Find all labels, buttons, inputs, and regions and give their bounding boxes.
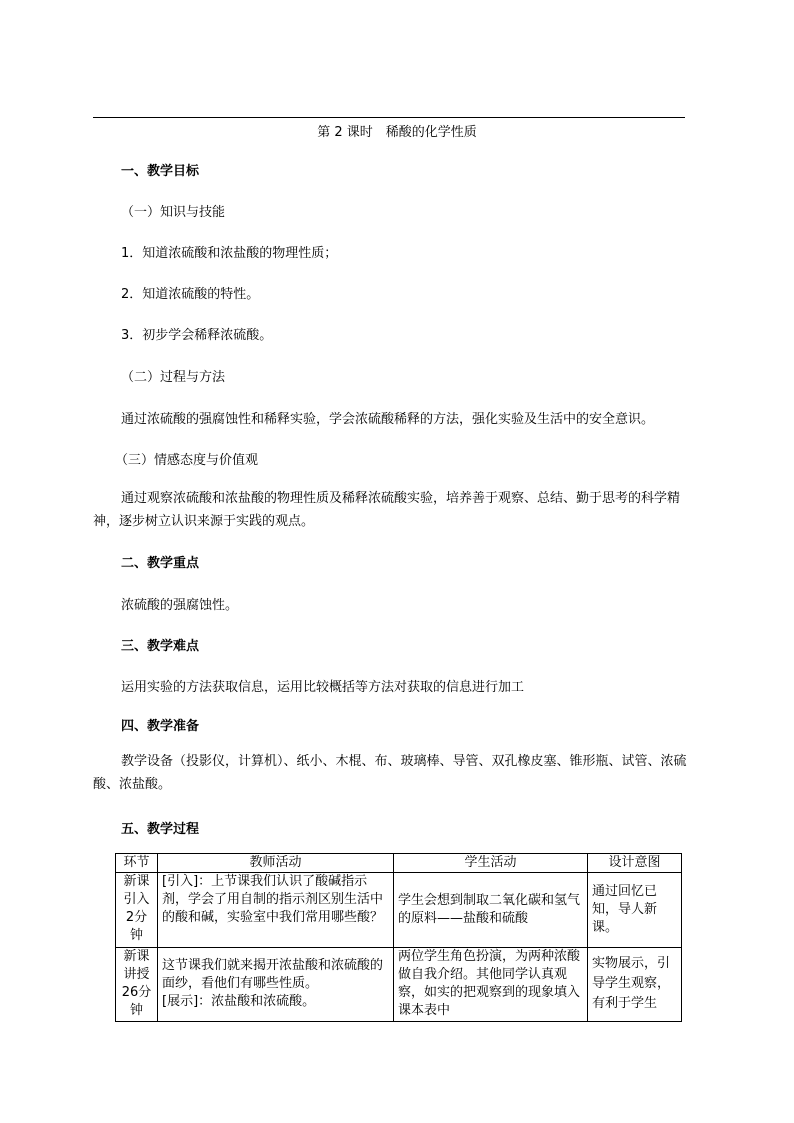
student-cell: 学生会想到制取二氧化碳和氢气的原料——盐酸和硫酸 xyxy=(394,873,588,948)
header-rule xyxy=(93,117,685,118)
header-stage: 环节 xyxy=(116,854,158,873)
goal-item-1: 1．知道浓硫酸和浓盐酸的物理性质； xyxy=(121,246,338,261)
teacher-cell: [引入]：上节课我们认识了酸碱指示剂，学会了用自制的指示剂区别生活中的酸和碱，实验室中我们常用哪些酸？ xyxy=(158,873,394,948)
teacher-text: 这节课我们就来揭开浓盐酸和浓硫酸的面纱，看他们有哪些性质。 xyxy=(162,958,384,991)
method-paragraph: 通过浓硫酸的强腐蚀性和稀释实验，学会浓硫酸稀释的方法，强化实验及生活中的安全意识。 xyxy=(121,412,655,427)
subheading-method: （二）过程与方法 xyxy=(121,370,226,385)
process-table xyxy=(115,853,682,1022)
intent-cell: 通过回忆已知，导人新课。 xyxy=(588,873,682,948)
key-point-text: 浓硫酸的强腐蚀性。 xyxy=(121,598,239,613)
header-intent: 设计意图 xyxy=(588,854,682,873)
teacher-cell xyxy=(158,948,394,1022)
stage-cell: 新课引入2分钟 xyxy=(116,873,158,948)
table-row xyxy=(116,873,682,948)
preparation-paragraph: 教学设备（投影仪，计算机）、纸小、木棍、布、玻璃棒、导管、双孔橡皮塞、锥形瓶、试管、浓硫酸、浓盐酸。 xyxy=(93,754,687,792)
heading-key-point: 二、教学重点 xyxy=(121,556,200,571)
heading-goals: 一、教学目标 xyxy=(121,164,200,179)
student-cell: 两位学生角色扮演，为两种浓酸做自我介绍。其他同学认真观察，如实的把观察到的现象填入课本表中 xyxy=(394,948,588,1022)
stage-cell: 新课讲授26分钟 xyxy=(116,948,158,1022)
header-student: 学生活动 xyxy=(394,854,588,873)
difficulty-text: 运用实验的方法获取信息，运用比较概括等方法对获取的信息进行加工 xyxy=(121,680,525,695)
heading-preparation: 四、教学准备 xyxy=(121,719,200,734)
table-row xyxy=(116,948,682,1022)
heading-process: 五、教学过程 xyxy=(121,822,200,837)
teacher-show-text: [展示]：浓盐酸和浓硫酸。 xyxy=(162,994,316,1009)
page-title: 第 2 课时 稀酸的化学性质 xyxy=(317,125,477,140)
heading-difficulty: 三、教学难点 xyxy=(121,639,200,654)
intent-cell: 实物展示，引导学生观察，有利于学生 xyxy=(588,948,682,1022)
attitude-paragraph: 通过观察浓硫酸和浓盐酸的物理性质及稀释浓硫酸实验，培养善于观察、总结、勤于思考的科学精神，逐步树立认识来源于实践的观点。 xyxy=(93,491,681,529)
subheading-knowledge: （一）知识与技能 xyxy=(121,205,226,220)
goal-item-2: 2．知道浓硫酸的特性。 xyxy=(121,287,260,302)
table-header-row xyxy=(116,854,682,873)
subheading-attitude: （三）情感态度与价值观 xyxy=(115,453,259,468)
header-teacher: 教师活动 xyxy=(158,854,394,873)
goal-item-3: 3．初步学会稀释浓硫酸。 xyxy=(121,328,273,343)
